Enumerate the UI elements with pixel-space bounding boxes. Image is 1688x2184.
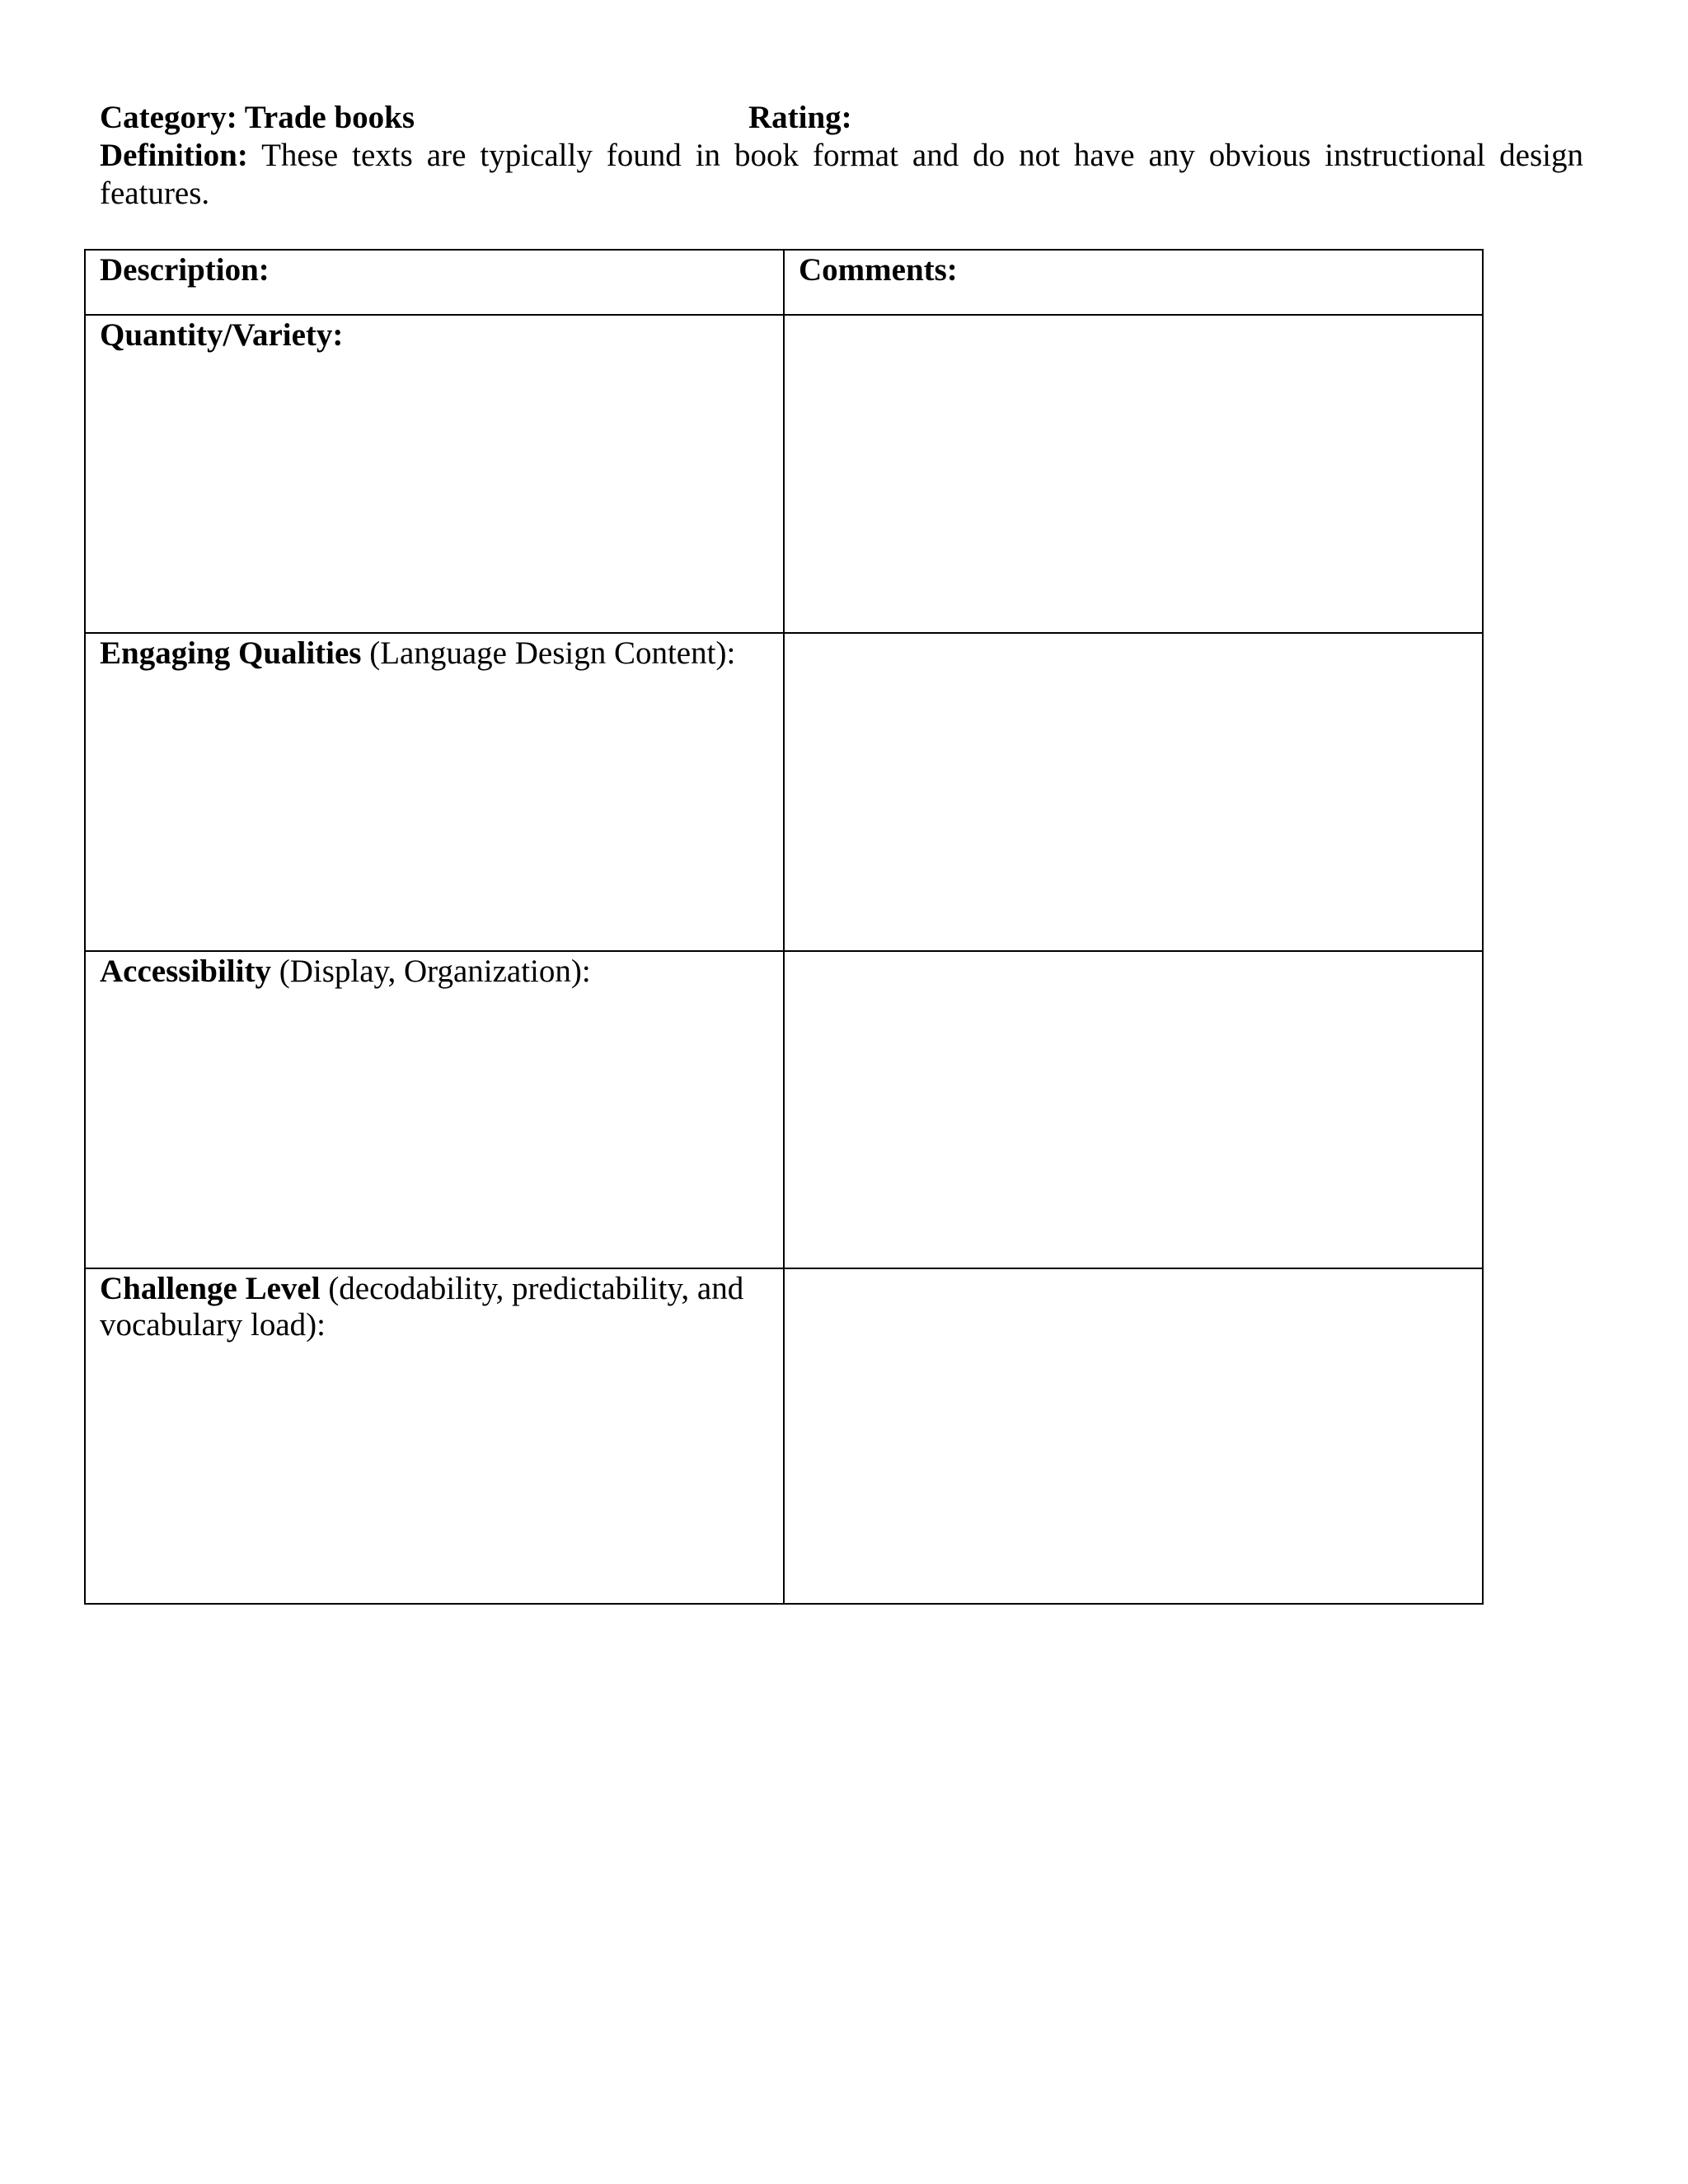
definition-paragraph xyxy=(100,137,1583,213)
description-cell-engaging-qualities xyxy=(85,633,784,951)
rating-label: Rating: xyxy=(748,100,852,135)
comment-cell-accessibility[interactable] xyxy=(784,951,1483,1268)
description-header-cell xyxy=(85,250,784,315)
row-label: Accessibility xyxy=(100,954,271,989)
definition-text: These texts are typically found in book format and do not have any obvious instructional design features. xyxy=(100,138,1583,211)
category-label: Category: Trade books xyxy=(100,100,415,135)
header-line xyxy=(100,99,1583,137)
table-row xyxy=(85,951,1483,1268)
definition-label: Definition: xyxy=(100,138,248,173)
table-row xyxy=(85,1268,1483,1604)
description-cell-quantity-variety xyxy=(85,315,784,633)
description-header: Description: xyxy=(100,252,270,288)
description-cell-accessibility xyxy=(85,951,784,1268)
comments-header: Comments: xyxy=(799,252,958,288)
table-row xyxy=(85,633,1483,951)
description-cell-challenge-level xyxy=(85,1268,784,1604)
table-header-row xyxy=(85,250,1483,315)
row-label: Quantity/Variety: xyxy=(100,317,344,353)
table-row xyxy=(85,315,1483,633)
row-detail: (decodability, predictability, and vocabulary load): xyxy=(100,1271,744,1343)
row-label: Engaging Qualities xyxy=(100,635,362,671)
comment-cell-challenge-level[interactable] xyxy=(784,1268,1483,1604)
comment-cell-engaging-qualities[interactable] xyxy=(784,633,1483,951)
comments-header-cell xyxy=(784,250,1483,315)
comment-cell-quantity-variety[interactable] xyxy=(784,315,1483,633)
row-label: Challenge Level xyxy=(100,1271,321,1306)
row-detail: (Display, Organization): xyxy=(270,954,591,989)
evaluation-table xyxy=(84,249,1484,1605)
row-detail: (Language Design Content): xyxy=(361,635,736,671)
